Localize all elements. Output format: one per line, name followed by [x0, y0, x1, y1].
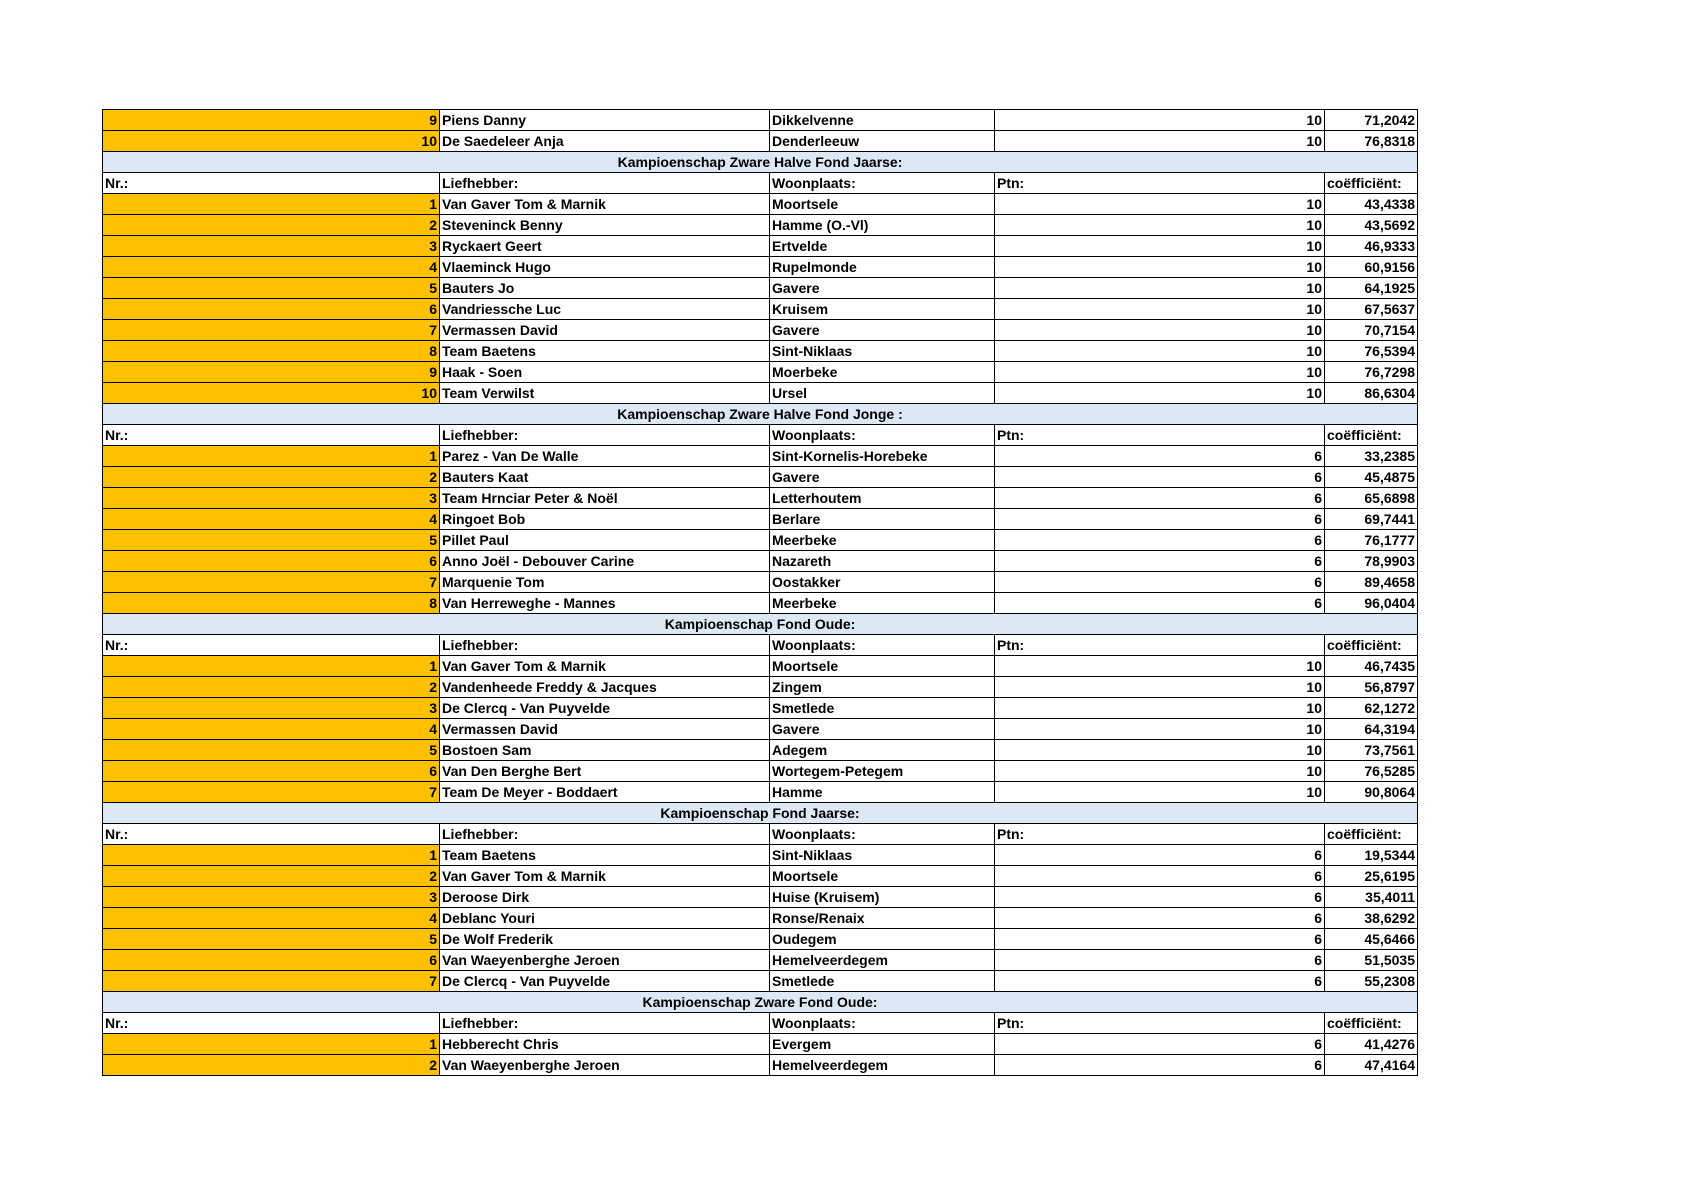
rank-cell: 3 — [103, 236, 440, 257]
place-cell: Smetlede — [770, 971, 995, 992]
rank-cell: 9 — [103, 362, 440, 383]
place-cell: Rupelmonde — [770, 257, 995, 278]
coefficient-cell: 76,5394 — [1325, 341, 1418, 362]
place-cell: Denderleeuw — [770, 131, 995, 152]
name-cell: Bauters Kaat — [440, 467, 770, 488]
name-cell: Van Gaver Tom & Marnik — [440, 866, 770, 887]
points-cell: 10 — [995, 719, 1325, 740]
points-cell: 10 — [995, 698, 1325, 719]
rank-cell: 7 — [103, 572, 440, 593]
points-cell: 6 — [995, 1034, 1325, 1055]
header-woonplaats: Woonplaats: — [770, 824, 995, 845]
rank-cell: 1 — [103, 194, 440, 215]
coefficient-cell: 35,4011 — [1325, 887, 1418, 908]
header-nr: Nr.: — [103, 824, 440, 845]
section-title-row — [103, 803, 1418, 824]
coefficient-cell: 51,5035 — [1325, 950, 1418, 971]
header-woonplaats: Woonplaats: — [770, 1013, 995, 1034]
table-row — [103, 761, 1418, 782]
table-row — [103, 530, 1418, 551]
name-cell: Bauters Jo — [440, 278, 770, 299]
rank-cell: 10 — [103, 383, 440, 404]
coefficient-cell: 19,5344 — [1325, 845, 1418, 866]
coefficient-cell: 76,7298 — [1325, 362, 1418, 383]
coefficient-cell: 64,1925 — [1325, 278, 1418, 299]
name-cell: Hebberecht Chris — [440, 1034, 770, 1055]
points-cell: 6 — [995, 530, 1325, 551]
place-cell: Hemelveerdegem — [770, 950, 995, 971]
place-cell: Oostakker — [770, 572, 995, 593]
column-header-row — [103, 824, 1418, 845]
place-cell: Berlare — [770, 509, 995, 530]
rank-cell: 6 — [103, 950, 440, 971]
table-row — [103, 467, 1418, 488]
rank-cell: 7 — [103, 971, 440, 992]
header-nr: Nr.: — [103, 635, 440, 656]
coefficient-cell: 90,8064 — [1325, 782, 1418, 803]
points-cell: 6 — [995, 551, 1325, 572]
place-cell: Ertvelde — [770, 236, 995, 257]
rank-cell: 9 — [103, 110, 440, 131]
rank-cell: 1 — [103, 845, 440, 866]
points-cell: 6 — [995, 929, 1325, 950]
points-cell: 10 — [995, 740, 1325, 761]
place-cell: Moortsele — [770, 656, 995, 677]
name-cell: De Clercq - Van Puyvelde — [440, 698, 770, 719]
rank-cell: 8 — [103, 341, 440, 362]
rank-cell: 10 — [103, 131, 440, 152]
place-cell: Meerbeke — [770, 593, 995, 614]
coefficient-cell: 89,4658 — [1325, 572, 1418, 593]
header-nr: Nr.: — [103, 1013, 440, 1034]
results-table-body — [103, 110, 1418, 1076]
name-cell: Vandriessche Luc — [440, 299, 770, 320]
table-row — [103, 887, 1418, 908]
points-cell: 6 — [995, 908, 1325, 929]
table-row — [103, 908, 1418, 929]
header-woonplaats: Woonplaats: — [770, 173, 995, 194]
rank-cell: 6 — [103, 761, 440, 782]
header-woonplaats: Woonplaats: — [770, 635, 995, 656]
points-cell: 10 — [995, 320, 1325, 341]
coefficient-cell: 70,7154 — [1325, 320, 1418, 341]
header-coefficient: coëfficiënt: — [1325, 824, 1418, 845]
place-cell: Huise (Kruisem) — [770, 887, 995, 908]
place-cell: Smetlede — [770, 698, 995, 719]
coefficient-cell: 56,8797 — [1325, 677, 1418, 698]
points-cell: 10 — [995, 761, 1325, 782]
name-cell: De Clercq - Van Puyvelde — [440, 971, 770, 992]
coefficient-cell: 33,2385 — [1325, 446, 1418, 467]
rank-cell: 3 — [103, 488, 440, 509]
name-cell: De Wolf Frederik — [440, 929, 770, 950]
header-ptn: Ptn: — [995, 824, 1325, 845]
points-cell: 10 — [995, 299, 1325, 320]
points-cell: 10 — [995, 656, 1325, 677]
rank-cell: 7 — [103, 782, 440, 803]
rank-cell: 4 — [103, 509, 440, 530]
place-cell: Gavere — [770, 278, 995, 299]
name-cell: Vermassen David — [440, 719, 770, 740]
place-cell: Ronse/Renaix — [770, 908, 995, 929]
rank-cell: 5 — [103, 278, 440, 299]
column-header-row — [103, 173, 1418, 194]
header-coefficient: coëfficiënt: — [1325, 1013, 1418, 1034]
name-cell: Van Waeyenberghe Jeroen — [440, 1055, 770, 1076]
rank-cell: 7 — [103, 320, 440, 341]
section-title: Kampioenschap Fond Oude: — [103, 614, 1418, 635]
rank-cell: 2 — [103, 467, 440, 488]
place-cell: Sint-Kornelis-Horebeke — [770, 446, 995, 467]
table-row — [103, 257, 1418, 278]
section-title: Kampioenschap Zware Halve Fond Jonge : — [103, 404, 1418, 425]
table-row — [103, 215, 1418, 236]
table-row — [103, 320, 1418, 341]
coefficient-cell: 25,6195 — [1325, 866, 1418, 887]
column-header-row — [103, 425, 1418, 446]
rank-cell: 5 — [103, 929, 440, 950]
coefficient-cell: 76,8318 — [1325, 131, 1418, 152]
header-liefhebber: Liefhebber: — [440, 173, 770, 194]
table-row — [103, 866, 1418, 887]
points-cell: 6 — [995, 971, 1325, 992]
table-row — [103, 677, 1418, 698]
name-cell: Parez - Van De Walle — [440, 446, 770, 467]
coefficient-cell: 46,7435 — [1325, 656, 1418, 677]
section-title: Kampioenschap Fond Jaarse: — [103, 803, 1418, 824]
name-cell: Team Baetens — [440, 341, 770, 362]
header-coefficient: coëfficiënt: — [1325, 425, 1418, 446]
rank-cell: 6 — [103, 551, 440, 572]
header-ptn: Ptn: — [995, 425, 1325, 446]
place-cell: Dikkelvenne — [770, 110, 995, 131]
coefficient-cell: 67,5637 — [1325, 299, 1418, 320]
place-cell: Kruisem — [770, 299, 995, 320]
coefficient-cell: 43,4338 — [1325, 194, 1418, 215]
place-cell: Hamme — [770, 782, 995, 803]
rank-cell: 6 — [103, 299, 440, 320]
coefficient-cell: 78,9903 — [1325, 551, 1418, 572]
points-cell: 10 — [995, 194, 1325, 215]
points-cell: 10 — [995, 131, 1325, 152]
points-cell: 10 — [995, 341, 1325, 362]
coefficient-cell: 71,2042 — [1325, 110, 1418, 131]
rank-cell: 2 — [103, 215, 440, 236]
name-cell: Vandenheede Freddy & Jacques — [440, 677, 770, 698]
name-cell: Team Verwilst — [440, 383, 770, 404]
rank-cell: 4 — [103, 257, 440, 278]
name-cell: Van Den Berghe Bert — [440, 761, 770, 782]
table-row — [103, 1055, 1418, 1076]
header-coefficient: coëfficiënt: — [1325, 635, 1418, 656]
table-row — [103, 929, 1418, 950]
name-cell: Marquenie Tom — [440, 572, 770, 593]
header-liefhebber: Liefhebber: — [440, 1013, 770, 1034]
name-cell: Pillet Paul — [440, 530, 770, 551]
name-cell: Ringoet Bob — [440, 509, 770, 530]
place-cell: Moortsele — [770, 866, 995, 887]
points-cell: 6 — [995, 845, 1325, 866]
name-cell: Van Gaver Tom & Marnik — [440, 656, 770, 677]
points-cell: 6 — [995, 866, 1325, 887]
points-cell: 6 — [995, 509, 1325, 530]
place-cell: Gavere — [770, 320, 995, 341]
rank-cell: 1 — [103, 1034, 440, 1055]
name-cell: De Saedeleer Anja — [440, 131, 770, 152]
coefficient-cell: 86,6304 — [1325, 383, 1418, 404]
name-cell: Ryckaert Geert — [440, 236, 770, 257]
table-row — [103, 740, 1418, 761]
table-row — [103, 299, 1418, 320]
place-cell: Hamme (O.-Vl) — [770, 215, 995, 236]
rank-cell: 2 — [103, 677, 440, 698]
points-cell: 6 — [995, 488, 1325, 509]
points-cell: 6 — [995, 572, 1325, 593]
name-cell: Deroose Dirk — [440, 887, 770, 908]
place-cell: Gavere — [770, 719, 995, 740]
place-cell: Meerbeke — [770, 530, 995, 551]
name-cell: Piens Danny — [440, 110, 770, 131]
table-row — [103, 845, 1418, 866]
header-nr: Nr.: — [103, 425, 440, 446]
rank-cell: 3 — [103, 887, 440, 908]
coefficient-cell: 73,7561 — [1325, 740, 1418, 761]
rank-cell: 1 — [103, 446, 440, 467]
place-cell: Letterhoutem — [770, 488, 995, 509]
coefficient-cell: 41,4276 — [1325, 1034, 1418, 1055]
place-cell: Moerbeke — [770, 362, 995, 383]
name-cell: Haak - Soen — [440, 362, 770, 383]
header-coefficient: coëfficiënt: — [1325, 173, 1418, 194]
place-cell: Sint-Niklaas — [770, 341, 995, 362]
name-cell: Team Baetens — [440, 845, 770, 866]
table-row — [103, 131, 1418, 152]
rank-cell: 8 — [103, 593, 440, 614]
points-cell: 6 — [995, 887, 1325, 908]
points-cell: 10 — [995, 362, 1325, 383]
place-cell: Ursel — [770, 383, 995, 404]
coefficient-cell: 76,1777 — [1325, 530, 1418, 551]
rank-cell: 3 — [103, 698, 440, 719]
place-cell: Hemelveerdegem — [770, 1055, 995, 1076]
points-cell: 6 — [995, 467, 1325, 488]
name-cell: Team Hrnciar Peter & Noël — [440, 488, 770, 509]
section-title-row — [103, 404, 1418, 425]
rank-cell: 1 — [103, 656, 440, 677]
table-row — [103, 488, 1418, 509]
coefficient-cell: 45,6466 — [1325, 929, 1418, 950]
name-cell: Deblanc Youri — [440, 908, 770, 929]
place-cell: Evergem — [770, 1034, 995, 1055]
table-row — [103, 593, 1418, 614]
place-cell: Nazareth — [770, 551, 995, 572]
table-row — [103, 698, 1418, 719]
points-cell: 6 — [995, 950, 1325, 971]
name-cell: Van Gaver Tom & Marnik — [440, 194, 770, 215]
header-liefhebber: Liefhebber: — [440, 635, 770, 656]
coefficient-cell: 96,0404 — [1325, 593, 1418, 614]
coefficient-cell: 62,1272 — [1325, 698, 1418, 719]
name-cell: Van Herreweghe - Mannes — [440, 593, 770, 614]
name-cell: Vermassen David — [440, 320, 770, 341]
coefficient-cell: 45,4875 — [1325, 467, 1418, 488]
table-row — [103, 719, 1418, 740]
table-row — [103, 572, 1418, 593]
rank-cell: 2 — [103, 866, 440, 887]
place-cell: Oudegem — [770, 929, 995, 950]
header-nr: Nr.: — [103, 173, 440, 194]
points-cell: 10 — [995, 383, 1325, 404]
place-cell: Sint-Niklaas — [770, 845, 995, 866]
rank-cell: 5 — [103, 530, 440, 551]
points-cell: 10 — [995, 278, 1325, 299]
points-cell: 6 — [995, 593, 1325, 614]
section-title: Kampioenschap Zware Halve Fond Jaarse: — [103, 152, 1418, 173]
table-row — [103, 1034, 1418, 1055]
header-ptn: Ptn: — [995, 1013, 1325, 1034]
rank-cell: 4 — [103, 719, 440, 740]
coefficient-cell: 38,6292 — [1325, 908, 1418, 929]
section-title: Kampioenschap Zware Fond Oude: — [103, 992, 1418, 1013]
coefficient-cell: 76,5285 — [1325, 761, 1418, 782]
section-title-row — [103, 152, 1418, 173]
table-row — [103, 383, 1418, 404]
coefficient-cell: 47,4164 — [1325, 1055, 1418, 1076]
table-row — [103, 194, 1418, 215]
header-ptn: Ptn: — [995, 173, 1325, 194]
table-row — [103, 278, 1418, 299]
column-header-row — [103, 635, 1418, 656]
coefficient-cell: 60,9156 — [1325, 257, 1418, 278]
section-title-row — [103, 992, 1418, 1013]
coefficient-cell: 64,3194 — [1325, 719, 1418, 740]
header-woonplaats: Woonplaats: — [770, 425, 995, 446]
section-title-row — [103, 614, 1418, 635]
place-cell: Gavere — [770, 467, 995, 488]
points-cell: 6 — [995, 1055, 1325, 1076]
table-row — [103, 971, 1418, 992]
points-cell: 10 — [995, 236, 1325, 257]
points-cell: 10 — [995, 257, 1325, 278]
name-cell: Steveninck Benny — [440, 215, 770, 236]
table-row — [103, 782, 1418, 803]
name-cell: Vlaeminck Hugo — [440, 257, 770, 278]
results-table — [102, 109, 1418, 1076]
table-row — [103, 551, 1418, 572]
place-cell: Zingem — [770, 677, 995, 698]
points-cell: 6 — [995, 446, 1325, 467]
table-row — [103, 950, 1418, 971]
place-cell: Moortsele — [770, 194, 995, 215]
points-cell: 10 — [995, 215, 1325, 236]
header-ptn: Ptn: — [995, 635, 1325, 656]
rank-cell: 5 — [103, 740, 440, 761]
points-cell: 10 — [995, 110, 1325, 131]
rank-cell: 2 — [103, 1055, 440, 1076]
table-row — [103, 362, 1418, 383]
header-liefhebber: Liefhebber: — [440, 824, 770, 845]
header-liefhebber: Liefhebber: — [440, 425, 770, 446]
place-cell: Adegem — [770, 740, 995, 761]
name-cell: Team De Meyer - Boddaert — [440, 782, 770, 803]
table-row — [103, 110, 1418, 131]
name-cell: Van Waeyenberghe Jeroen — [440, 950, 770, 971]
place-cell: Wortegem-Petegem — [770, 761, 995, 782]
name-cell: Bostoen Sam — [440, 740, 770, 761]
points-cell: 10 — [995, 677, 1325, 698]
coefficient-cell: 69,7441 — [1325, 509, 1418, 530]
table-row — [103, 236, 1418, 257]
table-row — [103, 341, 1418, 362]
coefficient-cell: 46,9333 — [1325, 236, 1418, 257]
column-header-row — [103, 1013, 1418, 1034]
coefficient-cell: 55,2308 — [1325, 971, 1418, 992]
rank-cell: 4 — [103, 908, 440, 929]
coefficient-cell: 65,6898 — [1325, 488, 1418, 509]
points-cell: 10 — [995, 782, 1325, 803]
table-row — [103, 656, 1418, 677]
coefficient-cell: 43,5692 — [1325, 215, 1418, 236]
name-cell: Anno Joël - Debouver Carine — [440, 551, 770, 572]
table-row — [103, 509, 1418, 530]
table-row — [103, 446, 1418, 467]
